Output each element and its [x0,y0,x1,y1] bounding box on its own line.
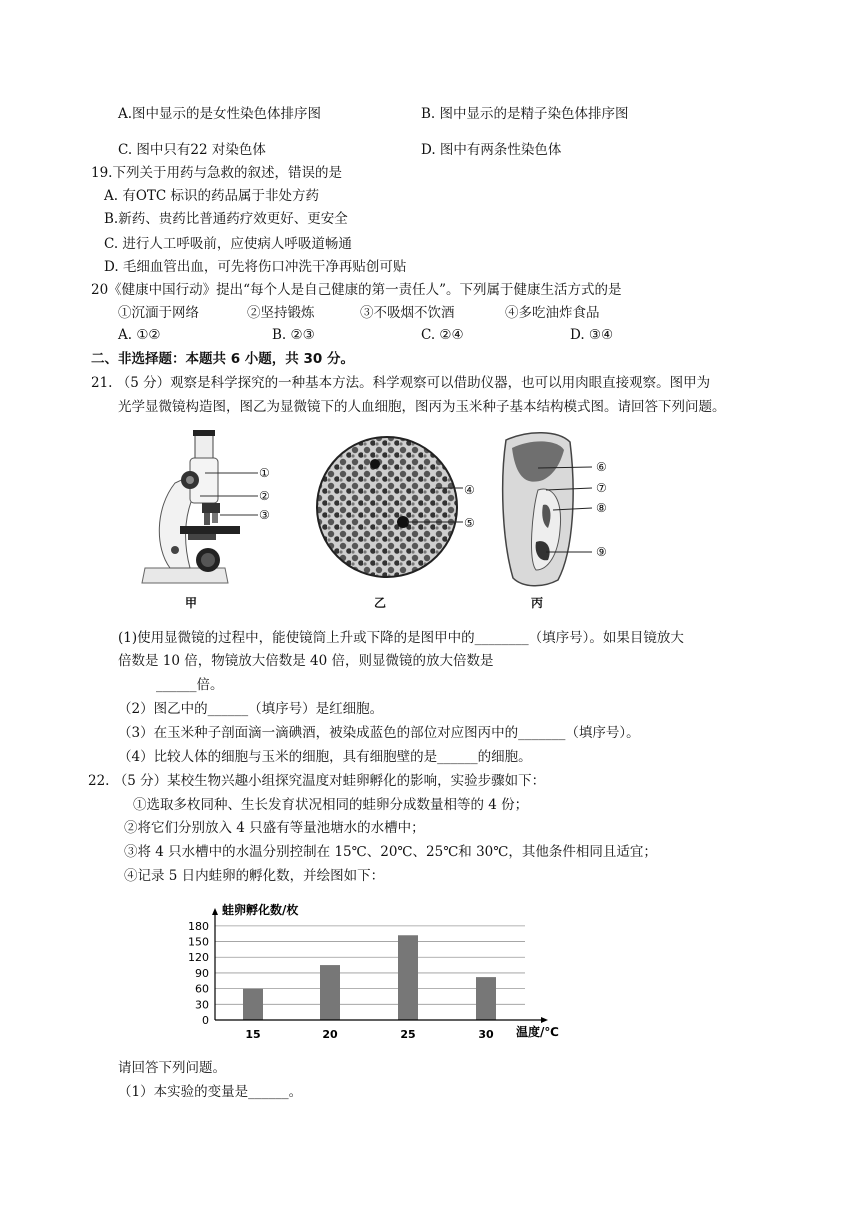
q21-part4: （4）比较人体的细胞与玉米的细胞，具有细胞壁的是______的细胞。 [118,749,532,765]
label-1: ① [259,466,270,480]
caption-bing: 丙 [531,596,544,610]
chart-x-tick-label: 30 [478,1028,494,1041]
q21-stem-line2: 光学显微镜构造图，图乙为显微镜下的人血细胞，图丙为玉米种子基本结构模式图。请回答下列问题。 [118,399,726,415]
chart-x-tick-label: 25 [400,1028,416,1041]
q19-option-d: D. 毛细血管出血，可先将伤口冲洗干净再贴创可贴 [104,259,407,275]
q20-stem: 20《健康中国行动》提出“每个人是自己健康的第一责任人”。下列属于健康生活方式的是 [91,282,622,298]
q21-part1-line2: 倍数是 10 倍，物镜放大倍数是 40 倍，则显微镜的放大倍数是 [118,653,494,669]
corn-seed-figure [498,430,608,590]
chart-x-tick-label: 20 [322,1028,338,1041]
chart-y-tick-label: 0 [202,1014,209,1027]
chart-y-tick-label: 150 [188,935,209,949]
q18-option-d: D. 图中有两条性染色体 [421,142,562,158]
label-7: ⑦ [596,481,607,495]
q21-part1-line1: (1)使用显微镜的过程中，能使镜筒上升或下降的是图甲中的________（填序号）。如果目镜放大 [118,630,684,646]
label-2: ② [259,489,270,503]
q20-item-3: ③不吸烟不饮酒 [360,305,455,321]
chart-x-label: 温度/℃ [516,1025,559,1039]
label-4: ④ [464,483,475,497]
chart-y-tick-label: 120 [188,951,209,965]
chart-y-tick-label: 30 [195,998,209,1012]
blood-cells-figure [315,434,495,584]
q20-item-2: ②坚持锻炼 [247,305,315,321]
q22-step-3: ③将 4 只水槽中的水温分别控制在 15℃、20℃、25℃和 30℃，其他条件相同且适宜； [124,844,657,860]
q18-option-c: C. 图中只有22 对染色体 [118,142,266,158]
chart-bar [476,977,496,1020]
q19-option-c: C. 进行人工呼吸前，应使病人呼吸道畅通 [104,236,352,252]
caption-jia: 甲 [185,596,198,610]
q22-prompt: 请回答下列问题。 [118,1060,226,1076]
q22-step-1: ①选取多枚同种、生长发育状况相同的蛙卵分成数量相等的 4 份； [133,797,529,813]
q20-option-c: C. ②④ [421,327,464,343]
q19-stem: 19.下列关于用药与急救的叙述，错误的是 [91,165,342,181]
q22-part1: （1）本实验的变量是______。 [118,1084,303,1100]
chart-y-tick-label: 60 [195,982,209,996]
q22-step-2: ②将它们分别放入 4 只盛有等量池塘水的水槽中； [124,820,425,836]
hatching-bar-chart [160,900,580,1050]
chart-x-arrow [541,1017,548,1023]
label-3: ③ [259,508,270,522]
q20-item-1: ①沉湎于网络 [118,305,199,321]
q22-stem: 22. （5 分）某校生物兴趣小组探究温度对蛙卵孵化的影响，实验步骤如下： [88,773,546,789]
label-9: ⑨ [596,545,607,559]
caption-yi: 乙 [374,596,387,610]
chart-y-arrow [212,908,218,915]
section-heading: 二、非选择题：本题共 6 小题，共 30 分。 [91,351,354,367]
q20-option-d: D. ③④ [570,327,614,343]
q19-option-b: B.新药、贵药比普通药疗效更好、更安全 [104,211,348,227]
q20-option-a: A. ①② [118,327,161,343]
chart-x-tick-label: 15 [245,1028,261,1041]
chart-y-tick-label: 180 [188,919,209,933]
label-6: ⑥ [596,460,607,474]
chart-bar [398,935,418,1020]
chart-y-tick-label: 90 [195,966,209,980]
q21-part1-line3: ______倍。 [156,677,224,693]
q21-part3: （3）在玉米种子剖面滴一滴碘酒，被染成蓝色的部位对应图丙中的_______（填序号）。 [118,725,640,741]
chart-bar [320,965,340,1020]
q19-option-a: A. 有OTC 标识的药品属于非处方药 [104,188,320,204]
chart-bar [243,989,263,1020]
q21-stem-line1: 21. （5 分）观察是科学探究的一种基本方法。科学观察可以借助仪器，也可以用肉眼直接观察。图甲为 [91,375,711,391]
chart-y-label: 蛙卵孵化数/枚 [222,903,299,917]
q18-option-b: B. 图中显示的是精子染色体排序图 [421,106,629,122]
q20-option-b: B. ②③ [272,327,315,343]
q18-option-a: A.图中显示的是女性染色体排序图 [118,106,322,122]
q21-part2: （2）图乙中的______（填序号）是红细胞。 [118,701,384,717]
label-8: ⑧ [596,501,607,515]
q20-item-4: ④多吃油炸食品 [505,305,600,321]
label-5: ⑤ [464,516,475,530]
q22-step-4: ④记录 5 日内蛙卵的孵化数，并绘图如下： [124,868,385,884]
